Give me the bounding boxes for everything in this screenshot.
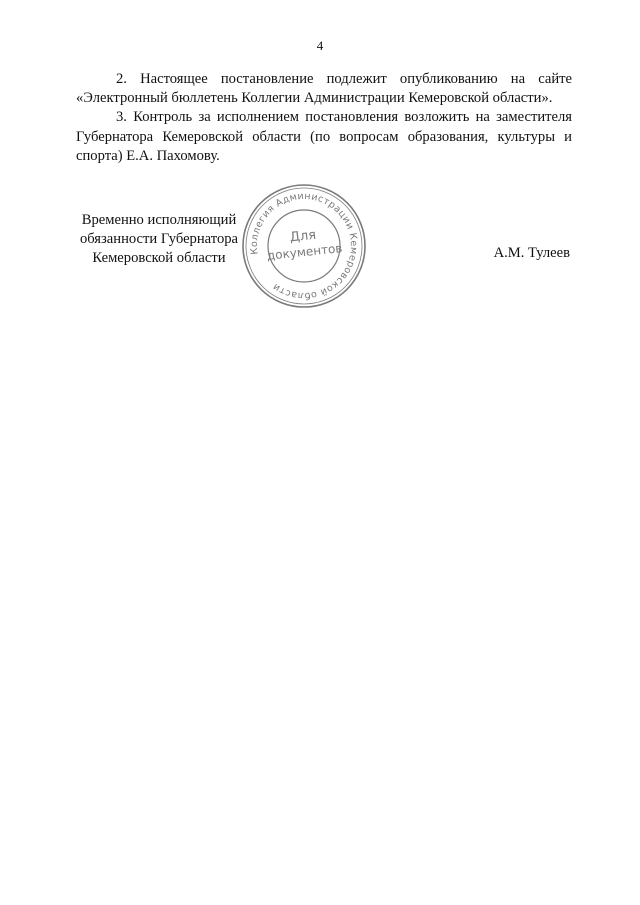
paragraph-2: 2. Настоящее постановление подлежит опубликованию на сайте «Электронный бюллетень Коллегии Администрации Кемеровской области». [76,71,572,107]
seal-center-line-1: Для [289,227,317,246]
signatory-title-line: Временно исполняющий [81,212,237,228]
body-text [76,70,572,166]
signatory-title-line: Кемеровской области [92,250,226,266]
signatory-title-line: обязанности Губернатора [79,231,239,247]
seal-center-line-2: документов [266,241,343,263]
seal-graphic [240,182,368,310]
official-seal-stamp [240,182,368,310]
paragraph-3: 3. Контроль за исполнением постановления возложить на заместителя Губернатора Кемеровской области (по вопросам образования, культуры и спорта) Е.А. Пахомову. [76,109,572,164]
signatory-title [64,211,254,268]
signatory-name: А.М. Тулеев [493,245,570,261]
page-number: 4 [316,38,324,53]
seal-ring-text: Коллегия Администрации Кемеровской области [248,190,360,302]
